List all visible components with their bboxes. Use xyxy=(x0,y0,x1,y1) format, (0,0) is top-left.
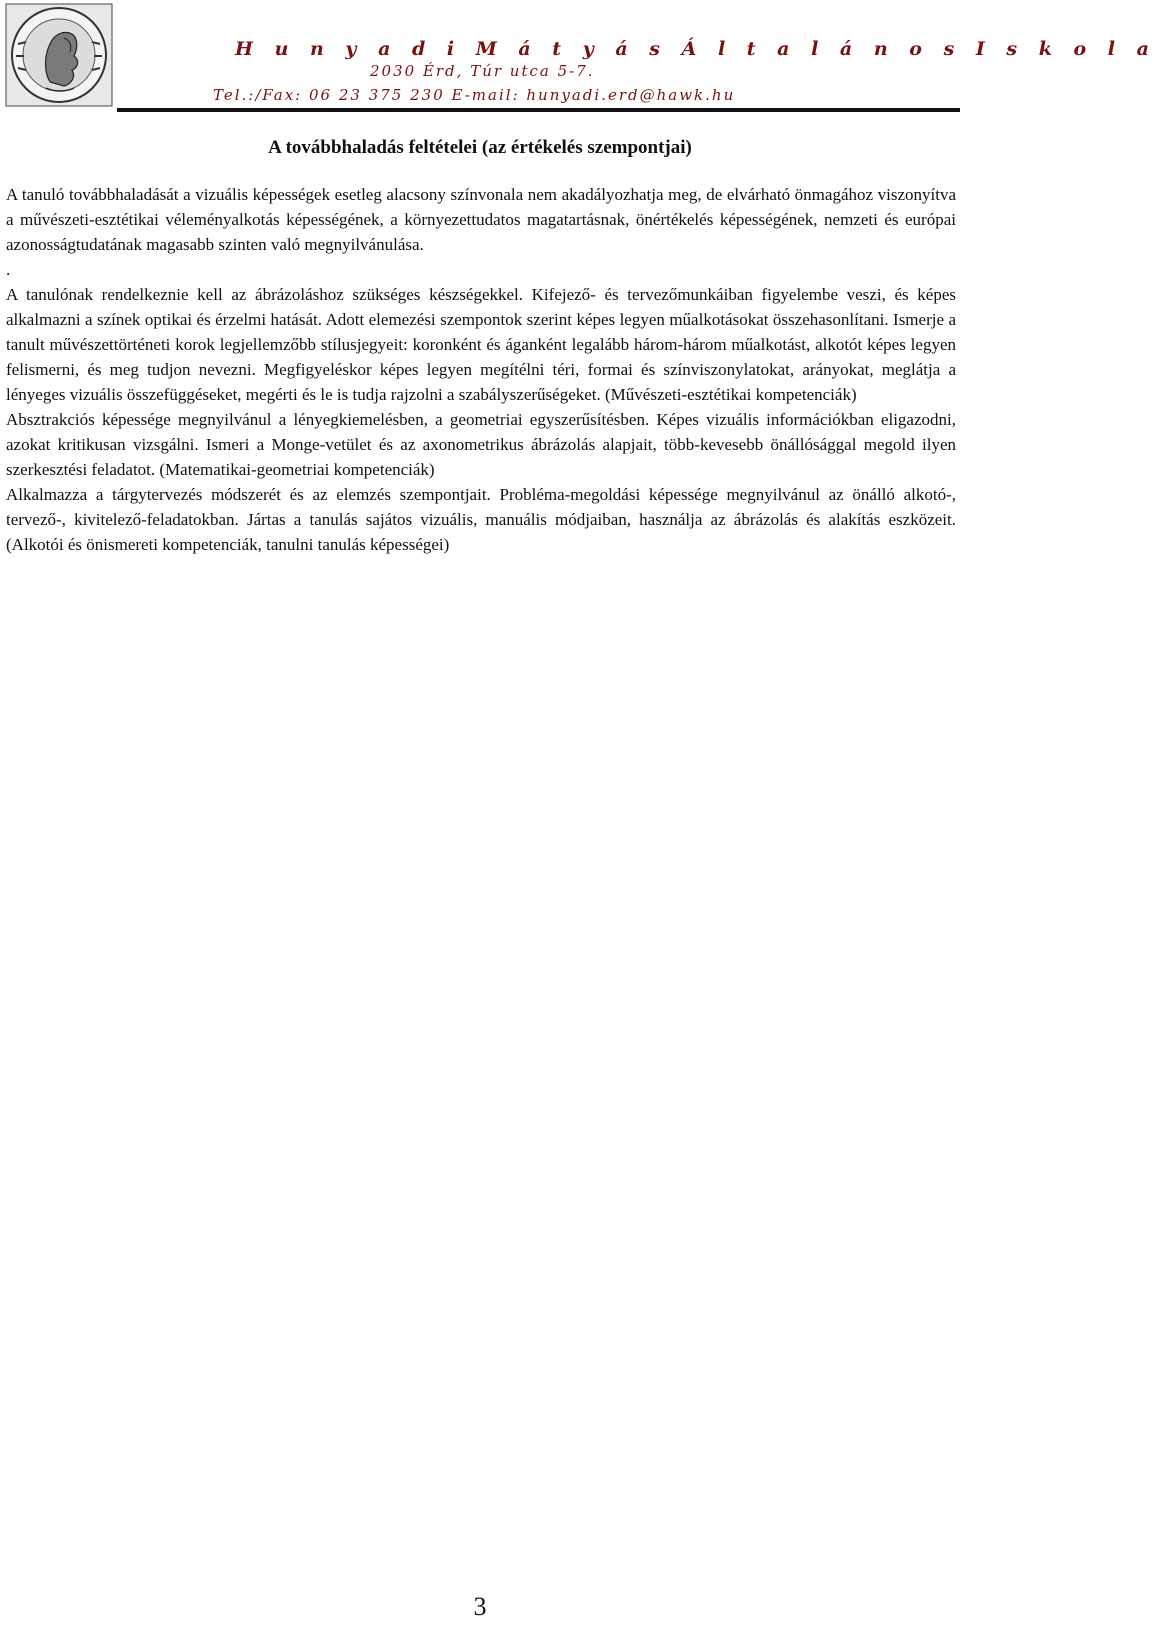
school-crest-logo xyxy=(6,4,112,106)
page-title: A továbbhaladás feltételei (az értékelés szempontjai) xyxy=(268,137,692,158)
school-contact: Tel.:/Fax: 06 23 375 230 E-mail: hunyadi.erd@hawk.hu xyxy=(213,86,736,104)
paragraph: Alkalmazza a tárgytervezés módszerét és az elemzés szempontjait. Probléma-megoldási képessége megnyilvánul az önálló alkotó-, tervező-, kivitelező-feladatokban. Jártas a tanulás sajátos vizuális, manuális módjaiban, használja az ábrázolás és alakítás eszközeit. (Alkotói és önismereti kompetenciák, tanulni tanulás képességei) xyxy=(6,485,956,554)
document-body xyxy=(6,182,956,557)
paragraph: Absztrakciós képessége megnyilvánul a lényegkiemelésben, a geometriai egyszerűsítésben. Képes vizuális információkban eligazodni, azokat kritikusan vizsgálni. Ismeri a Monge-vetület és az axonometrikus ábrázolás alapjait, több-kevesebb önállósággal megold ilyen szerkesztési feladatot. (Matematikai-geometriai kompetenciák) xyxy=(6,410,956,479)
paragraph: A tanuló továbbhaladását a vizuális képességek esetleg alacsony színvonala nem akadályozhatja meg, de elvárható önmagához viszonyítva a művészeti-esztétikai véleményalkotás képességének, a környezettudatos magatartásnak, önértékelés képességének, nemzeti és európai azonosságtudatának magasabb szinten való megnyilvánulása. xyxy=(6,185,956,254)
paragraph: A tanulónak rendelkeznie kell az ábrázoláshoz szükséges készségekkel. Kifejező- és tervezőmunkáiban figyelembe veszi, és képes alkalmazni a színek optikai és érzelmi hatását. Adott elemezési szempontok szerint képes legyen műalkotásokat összehasonlítani. Ismerje a tanult művészettörténeti korok legjellemzőbb stílusjegyeit: koronként és áganként legalább három-három műalkotást, alkotót képes legyen felismerni, és meg tudjon nevezni. Megfigyeléskor képes legyen megítélni téri, formai és színviszonylatokat, arányokat, meglátja a lényeges vizuális összefüggéseket, megérti és le is tudja rajzolni a szabályszerűségeket. (Művészeti-esztétikai kompetenciák) xyxy=(6,285,956,404)
page-number: 3 xyxy=(473,1592,487,1621)
school-address: 2030 Érd, Túr utca 5-7. xyxy=(370,62,595,80)
letterhead xyxy=(0,0,1156,115)
header-divider xyxy=(117,108,960,112)
school-name: H u n y a d i M á t y á s Á l t a l á n o s I s k o l a xyxy=(235,38,1156,60)
paragraph: . xyxy=(6,260,11,279)
